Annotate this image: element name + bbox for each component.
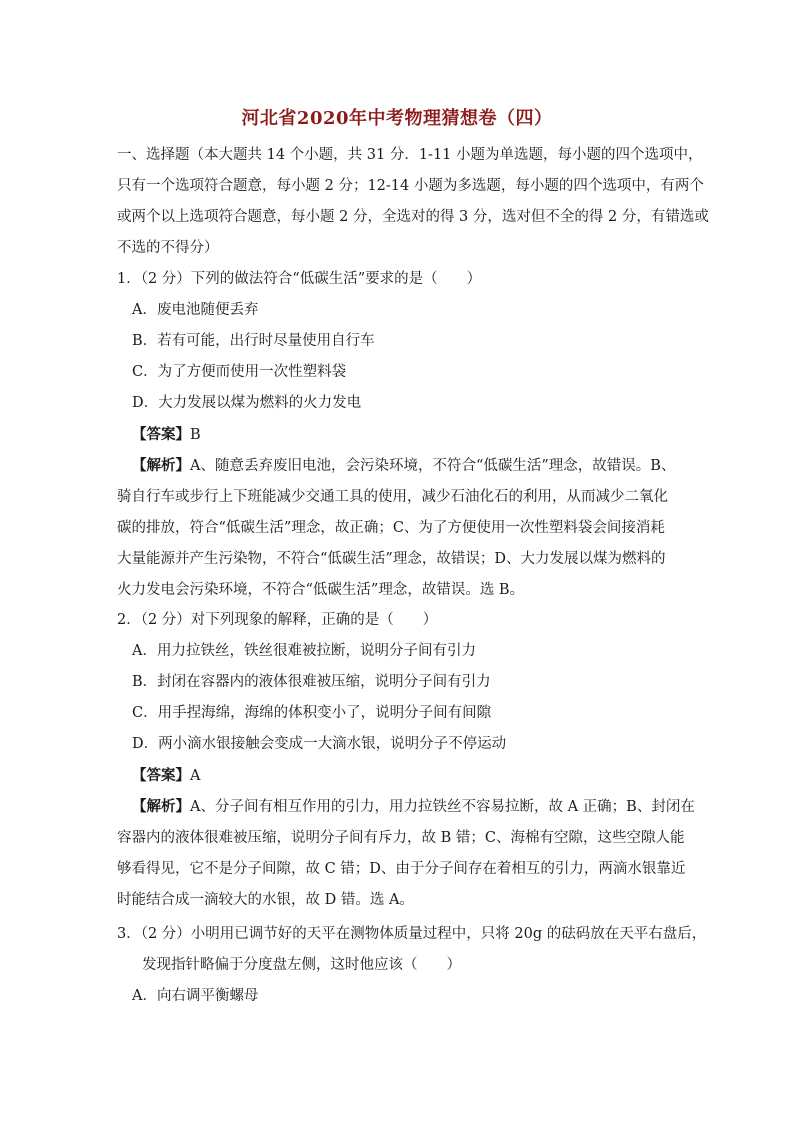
instruction-line: 或两个以上选项符合题意，每小题 2 分，全选对的得 3 分，选对但不全的得 2 分，有错选或 xyxy=(117,209,709,225)
analysis-line: 容器内的液体很难被压缩，说明分子间有斥力，故 B 错；C、海棉有空隙，这些空隙人能 xyxy=(117,830,685,846)
question-2-option-b: B．封闭在容器内的液体很难被压缩，说明分子间有引力 xyxy=(132,674,491,690)
analysis-line: 【解析】A、随意丢弃废旧电池，会污染环境，不符合“低碳生活”理念，故错误。B、 xyxy=(132,457,676,474)
question-1-analysis xyxy=(117,450,687,606)
answer-value: B xyxy=(190,427,201,443)
instruction-line: 不选的不得分） xyxy=(117,240,219,256)
answer-label: 【答案】 xyxy=(132,426,190,443)
analysis-label: 【解析】 xyxy=(132,798,190,815)
question-1-option-d: D．大力发展以煤为燃料的火力发电 xyxy=(132,395,362,411)
answer-label: 【答案】 xyxy=(132,767,190,784)
answer-value: A xyxy=(190,768,201,784)
stem-line: 3．（2 分）小明用已调节好的天平在测物体质量过程中，只将 20g 的砝码放在天平右盘后， xyxy=(117,926,707,942)
page-title: 河北省2020年中考物理猜想卷（四） xyxy=(241,108,553,129)
instruction-line: 一、选择题（本大题共 14 个小题，共 31 分．1-11 小题为单选题，每小题的四个选项中， xyxy=(117,147,703,163)
question-2-option-a: A．用力拉铁丝，铁丝很难被拉断，说明分子间有引力 xyxy=(132,643,476,659)
question-1-option-a: A．废电池随便丢弃 xyxy=(132,302,259,318)
analysis-line: 骑自行车或步行上下班能减少交通工具的使用，减少石油化石的利用，从而减少二氧化 xyxy=(117,489,668,505)
question-1-stem: 1．（2 分）下列的做法符合“低碳生活”要求的是（ ） xyxy=(117,271,482,287)
question-2-option-d: D．两小滴水银接触会变成一大滴水银，说明分子不停运动 xyxy=(132,736,507,752)
analysis-label: 【解析】 xyxy=(132,457,190,474)
question-2-stem: 2．（2 分）对下列现象的解释，正确的是（ ） xyxy=(117,612,438,628)
analysis-line: 火力发电会污染环境，不符合“低碳生活”理念，故错误。选 B。 xyxy=(117,582,525,598)
question-2-analysis xyxy=(117,791,695,916)
section-instructions xyxy=(117,140,709,264)
question-1-option-c: C．为了方便而使用一次性塑料袋 xyxy=(132,364,347,380)
question-3-stem xyxy=(117,919,707,981)
question-1-option-b: B．若有可能，出行时尽量使用自行车 xyxy=(132,333,375,349)
question-2-answer xyxy=(132,760,200,792)
analysis-line: 大量能源并产生污染物，不符合“低碳生活”理念，故错误；D、大力发展以煤为燃料的 xyxy=(117,551,666,567)
question-1-answer xyxy=(132,419,201,451)
analysis-line: 够看得见，它不是分子间隙，故 C 错；D、由于分子间存在着相互的引力，两滴水银靠近 xyxy=(117,861,686,877)
stem-line: 发现指针略偏于分度盘左侧，这时他应该（ ） xyxy=(142,957,461,973)
instruction-line: 只有一个选项符合题意，每小题 2 分；12-14 小题为多选题，每小题的四个选项中，有两个 xyxy=(117,178,704,194)
analysis-line: 【解析】A、分子间有相互作用的引力，用力拉铁丝不容易拉断，故 A 正确；B、封闭在 xyxy=(132,798,695,815)
question-2-option-c: C．用手捏海绵，海绵的体积变小了，说明分子间有间隙 xyxy=(132,705,492,721)
analysis-line: 碳的排放，符合“低碳生活”理念，故正确；C、为了方便使用一次性塑料袋会间接消耗 xyxy=(117,520,665,536)
question-3-option-a: A．向右调平衡螺母 xyxy=(132,988,259,1004)
analysis-line: 时能结合成一滴较大的水银，故 D 错。选 A。 xyxy=(117,892,414,908)
